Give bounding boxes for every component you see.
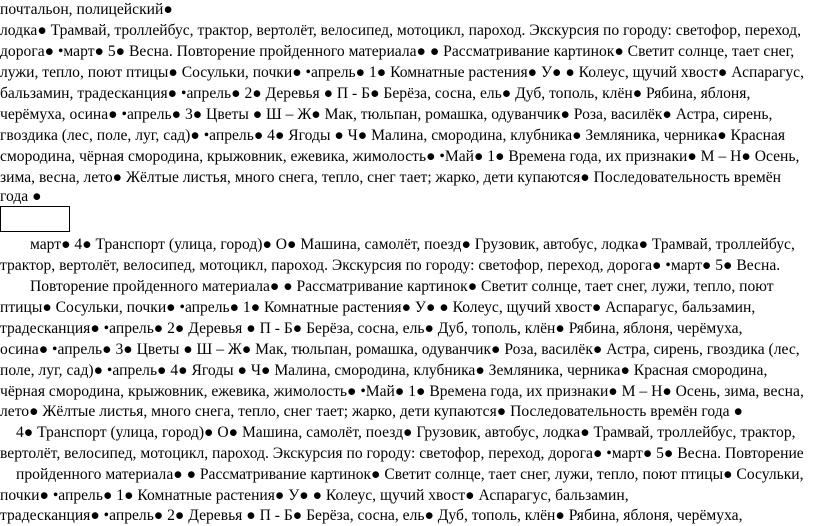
text-line: вертолёт, велосипед, мотоцикл, пароход. Экскурсия по городу: светофор, переход, дорога● •март● 5● Весна. Повторение bbox=[0, 445, 804, 462]
text-line: трактор, вертолёт, велосипед, мотоцикл, пароход. Экскурсия по городу: светофор, переход, дорога● •март● 5● Весна. bbox=[0, 257, 781, 274]
text-line: смородина, чёрная смородина, крыжовник, ежевика, жимолость● •Май● 1● Времена года, их признаки● М – Н● Осень, bbox=[0, 148, 800, 165]
text-line: птицы● Сосульки, почки● •апрель● 1● Комнатные растения● У● ● Колеус, щучий хвост● Аспарагус, бальзамин, bbox=[0, 299, 756, 316]
text-line: черёмуха, осина● •апрель● 3● Цветы ● Ш – Ж● Мак, тюльпан, ромашка, одуванчик● Роза, василёк● Астра, сирень, bbox=[0, 106, 773, 123]
text-line: поле, луг, сад)● •апрель● 4● Ягоды ● Ч● Малина, смородина, клубника● Земляника, черника● Красная смородина, bbox=[0, 362, 768, 379]
text-line: зима, весна, лето● Жёлтые листья, много снега, тепло, снег тает; жарко, дети купаются● Последовательность времён bbox=[0, 169, 782, 186]
text-line: бальзамин, традесканция● •апрель● 2● Деревья ● П - Б● Берёза, сосна, ель● Дуб, тополь, клён● Рябина, яблоня, bbox=[0, 85, 751, 102]
text-line: лето● Жёлтые листья, много снега, тепло, снег тает; жарко, дети купаются● Последовательность времён года ● bbox=[0, 403, 743, 420]
text-line: 4● Транспорт (улица, город)● О● Машина, самолёт, поезд● Грузовик, автобус, лодка● Трамвай, троллейбус, трактор, bbox=[16, 424, 796, 441]
text-line: Повторение пройденного материала● ● Рассматривание картинок● Светит солнце, тает снег, лужи, тепло, поют bbox=[30, 278, 774, 295]
text-line: лодка● Трамвай, троллейбус, трактор, вертолёт, велосипед, мотоцикл, пароход. Экскурсия по городу: светофор, переход, bbox=[0, 22, 801, 39]
text-line: почки● •апрель● 1● Комнатные растения● У● ● Колеус, щучий хвост● Аспарагус, бальзамин, bbox=[0, 487, 629, 504]
empty-frame-box bbox=[0, 206, 70, 232]
text-line: традесканция● •апрель● 2● Деревья ● П - Б● Берёза, сосна, ель● Дуб, тополь, клён● Рябина, яблоня, черёмуха, bbox=[0, 320, 743, 337]
text-line: традесканция● •апрель● 2● Деревья ● П - Б● Берёза, сосна, ель● Дуб, тополь, клён● Рябина, яблоня, черёмуха, bbox=[0, 507, 743, 524]
text-line: осина● •апрель● 3● Цветы ● Ш – Ж● Мак, тюльпан, ромашка, одуванчик● Роза, василёк● Астра, сирень, гвоздика (лес, bbox=[0, 341, 800, 358]
text-line: март● 4● Транспорт (улица, город)● О● Машина, самолёт, поезд● Грузовик, автобус, лодка● Трамвай, троллейбус, bbox=[30, 236, 795, 253]
text-line: почтальон, полицейский● bbox=[0, 1, 173, 18]
text-line: пройденного материала● ● Рассматривание картинок● Светит солнце, тает снег, лужи, тепло, поют птицы● Сосульки, bbox=[16, 466, 804, 483]
text-line: дорога● •март● 5● Весна. Повторение пройденного материала● ● Рассматривание картинок● Светит солнце, тает снег, bbox=[0, 43, 795, 60]
text-line: года ● bbox=[0, 188, 42, 205]
text-line: чёрная смородина, крыжовник, ежевика, жимолость● •Май● 1● Времена года, их признаки● М – Н● Осень, зима, весна, bbox=[0, 383, 804, 400]
text-line: гвоздика (лес, поле, луг, сад)● •апрель● 4● Ягоды ● Ч● Малина, смородина, клубника● Земляника, черника● Красная bbox=[0, 127, 786, 144]
text-line: лужи, тепло, поют птицы● Сосульки, почки● •апрель● 1● Комнатные растения● У● ● Колеус, щучий хвост● Аспарагус, bbox=[0, 64, 804, 81]
